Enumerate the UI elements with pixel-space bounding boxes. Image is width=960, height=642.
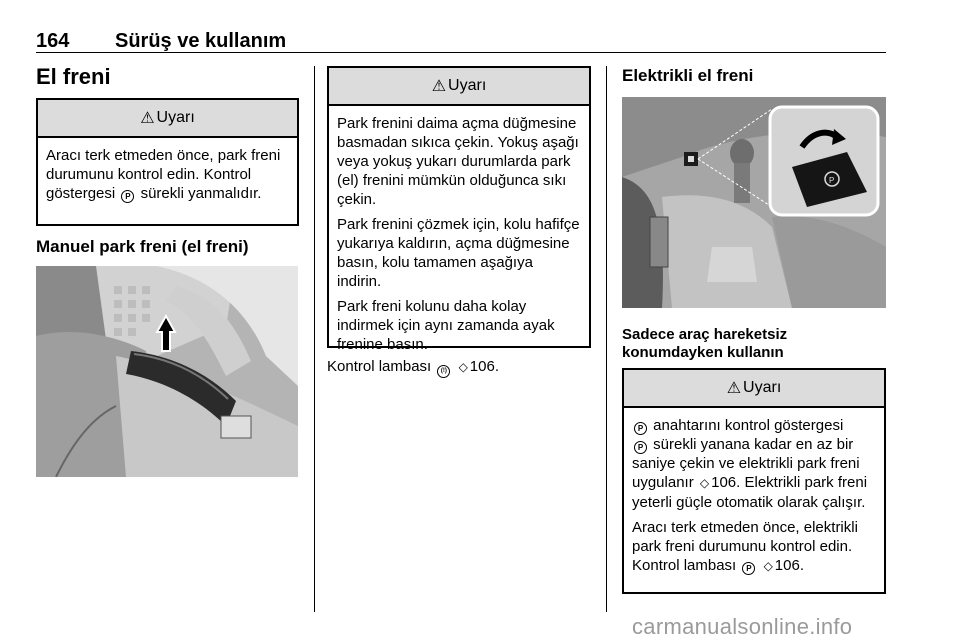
warning-paragraph-2 bbox=[632, 518, 876, 576]
warning-box-right bbox=[622, 368, 886, 594]
warning-title: Uyarı bbox=[156, 109, 195, 126]
page-reference: 106. bbox=[469, 358, 499, 375]
warning-title: Uyarı bbox=[743, 379, 782, 396]
warning-box-middle bbox=[327, 66, 591, 353]
electric-parking-brake-illustration bbox=[622, 97, 886, 308]
warning-icon: ⚠ bbox=[431, 78, 447, 95]
warning-box-left bbox=[36, 98, 299, 226]
page-reference-icon: ◇ bbox=[458, 360, 468, 374]
subsection-title-manual-brake: Manuel park freni (el freni) bbox=[36, 237, 249, 256]
warning-header bbox=[38, 100, 297, 138]
warning-text: Aracı terk etmeden önce, elektrikli park freni durumunu kontrol edin. Kontrol lambası bbox=[632, 519, 858, 574]
page-reference-icon: ◇ bbox=[699, 476, 710, 490]
warning-header bbox=[624, 370, 884, 408]
subsection-title-line-1: Sadece araç hareketsiz bbox=[622, 326, 788, 343]
warning-text: anahtarını kontrol göstergesi bbox=[653, 417, 844, 434]
warning-body bbox=[329, 106, 589, 362]
warning-header bbox=[329, 68, 589, 106]
control-lamp-label: Kontrol lambası bbox=[327, 358, 432, 375]
warning-text-end: sürekli yanmalıdır. bbox=[140, 185, 262, 202]
warning-body bbox=[38, 138, 297, 211]
warning-icon: ⚠ bbox=[140, 110, 155, 127]
warning-text: sürekli yanana kadar en az bir saniye çekin ve elektrikli park freni uygulanır bbox=[632, 436, 860, 491]
section-title-electric-brake: Elektrikli el freni bbox=[622, 66, 754, 85]
header-divider bbox=[36, 52, 886, 53]
page-reference: 106. Elektrikli park freni yeterli güçle otomatik olarak çalışır. bbox=[632, 474, 868, 511]
column-divider-left bbox=[314, 66, 315, 612]
page-reference: 106. bbox=[774, 557, 804, 574]
warning-body bbox=[624, 408, 884, 584]
warning-icon: ⚠ bbox=[726, 380, 742, 397]
chapter-title: Sürüş ve kullanım bbox=[115, 30, 287, 52]
parking-brake-indicator-icon: P bbox=[634, 441, 647, 454]
warning-paragraph-2: Park frenini çözmek için, kolu hafifçe yukarıya kaldırın, açma düğmesine basın, kolu tamamen aşağıya indirin. bbox=[337, 216, 580, 290]
warning-paragraph-1 bbox=[632, 416, 876, 512]
parking-brake-indicator-icon: P bbox=[742, 562, 755, 575]
manual-brake-drawing bbox=[36, 266, 298, 477]
electric-brake-drawing bbox=[622, 97, 886, 308]
manual-parking-brake-illustration bbox=[36, 266, 298, 477]
parking-brake-indicator-icon: P bbox=[121, 190, 134, 203]
page-number: 164 bbox=[36, 30, 70, 52]
brake-warning-lamp-icon: (!) bbox=[437, 365, 450, 378]
parking-brake-switch-icon: P bbox=[634, 422, 647, 435]
section-title-el-freni: El freni bbox=[36, 64, 111, 89]
column-divider-right bbox=[606, 66, 607, 612]
subsection-title-line-2: konumdayken kullanın bbox=[622, 344, 784, 361]
warning-title: Uyarı bbox=[448, 77, 487, 94]
svg-text:P: P bbox=[829, 176, 835, 185]
watermark: carmanualsonline.info bbox=[632, 614, 853, 639]
control-lamp-line bbox=[327, 357, 499, 378]
warning-paragraph-1: Park frenini daima açma düğmesine basmadan sıkıca çekin. Yokuş aşağı veya yokuş yukarı durumlarda park (el) frenini mümkün olduğunca sıkı çekin. bbox=[337, 115, 579, 208]
warning-paragraph-3: Park freni kolunu daha kolay indirmek için aynı zamanda ayak frenine basın. bbox=[337, 298, 555, 353]
page-reference-icon: ◇ bbox=[763, 559, 773, 573]
subsection-title-stationary bbox=[622, 326, 787, 362]
warning-text: Aracı terk etmeden önce, park freni durumunu kontrol edin. Kontrol göstergesi bbox=[46, 147, 281, 202]
